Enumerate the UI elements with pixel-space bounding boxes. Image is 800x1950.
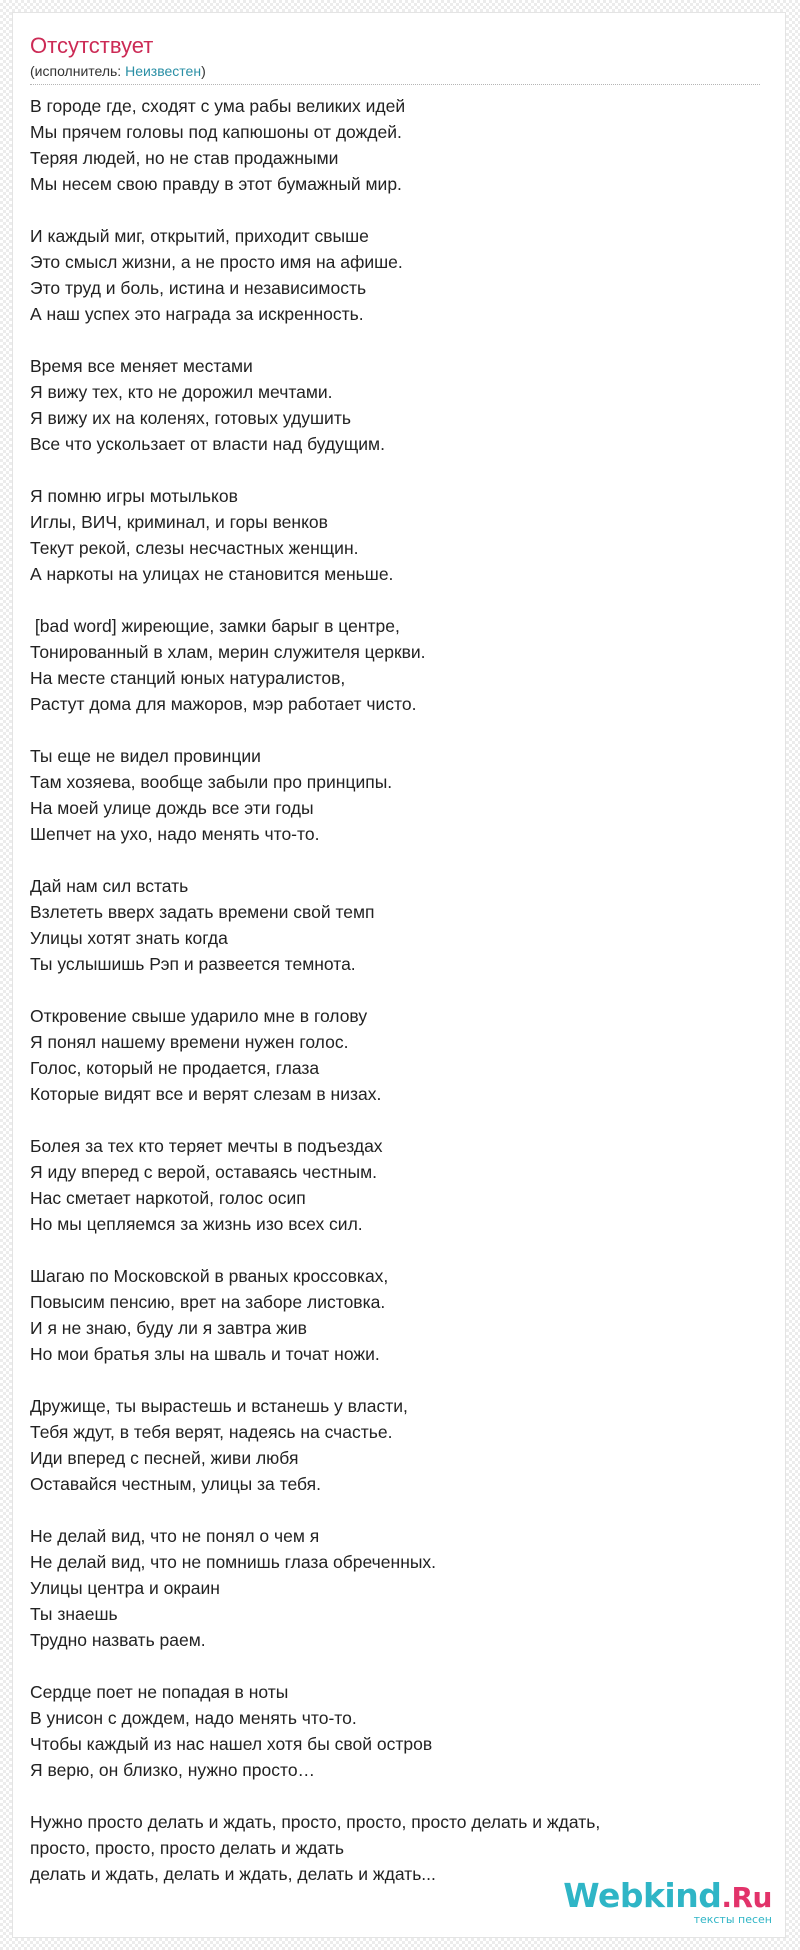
lyrics-line: Дай нам сил встать bbox=[30, 876, 189, 896]
lyrics-line: Шепчет на ухо, надо менять что-то. bbox=[30, 824, 320, 844]
lyrics-line: На моей улице дождь все эти годы bbox=[30, 798, 314, 818]
lyrics-line: Трудно назвать раем. bbox=[30, 1630, 206, 1650]
logo-main-text: Webkind bbox=[563, 1876, 722, 1915]
lyrics-line: Откровение свыше ударило мне в голову bbox=[30, 1006, 368, 1026]
lyrics-line: Мы прячем головы под капюшоны от дождей. bbox=[30, 122, 402, 142]
lyrics-line: Болея за тех кто теряет мечты в подъездах bbox=[30, 1136, 383, 1156]
lyrics-line: Теряя людей, но не став продажными bbox=[30, 148, 339, 168]
lyrics-line: Тебя ждут, в тебя верят, надеясь на счастье. bbox=[30, 1422, 393, 1442]
artist-suffix: ) bbox=[201, 63, 206, 79]
lyrics-line: Я вижу их на коленях, готовых удушить bbox=[30, 408, 351, 428]
lyrics-stanza bbox=[30, 93, 770, 197]
lyrics-line: Я помню игры мотыльков bbox=[30, 486, 238, 506]
artist-prefix: (исполнитель: bbox=[30, 63, 126, 79]
artist-line bbox=[30, 62, 760, 85]
lyrics-line: Улицы центра и окраин bbox=[30, 1578, 220, 1598]
lyrics-line: Не делай вид, что не помнишь глаза обреченных. bbox=[30, 1552, 437, 1572]
lyrics-line: Нужно просто делать и ждать, просто, просто, просто делать и ждать, bbox=[30, 1812, 601, 1832]
lyrics-line: Текут рекой, слезы несчастных женщин. bbox=[30, 538, 359, 558]
lyrics-line: делать и ждать, делать и ждать, делать и ждать... bbox=[30, 1864, 436, 1884]
lyrics-stanza bbox=[30, 1263, 770, 1367]
lyrics-line: Это труд и боль, истина и независимость bbox=[30, 278, 367, 298]
lyrics-line: Иглы, ВИЧ, криминал, и горы венков bbox=[30, 512, 328, 532]
lyrics-stanza bbox=[30, 1003, 770, 1107]
lyrics-line: И каждый миг, открытий, приходит свыше bbox=[30, 226, 369, 246]
lyrics-line: А наш успех это награда за искренность. bbox=[30, 304, 364, 324]
lyrics-line: Я верю, он близко, нужно просто… bbox=[30, 1760, 316, 1780]
lyrics-stanza bbox=[30, 1393, 770, 1497]
lyrics-stanza bbox=[30, 1679, 770, 1783]
lyrics-line: Шагаю по Московской в рваных кроссовках, bbox=[30, 1266, 389, 1286]
lyrics-line: Не делай вид, что не понял о чем я bbox=[30, 1526, 320, 1546]
lyrics-stanza bbox=[30, 483, 770, 587]
lyrics-line: Иди вперед с песней, живи любя bbox=[30, 1448, 299, 1468]
lyrics-line: На месте станций юных натуралистов, bbox=[30, 668, 346, 688]
lyrics-line: Это смысл жизни, а не просто имя на афише. bbox=[30, 252, 403, 272]
lyrics-line: Там хозяева, вообще забыли про принципы. bbox=[30, 772, 393, 792]
lyrics-stanza bbox=[30, 1523, 770, 1653]
lyrics-line: Ты еще не видел провинции bbox=[30, 746, 261, 766]
lyrics-line: Дружище, ты вырастешь и встанешь у власти, bbox=[30, 1396, 408, 1416]
lyrics-stanza bbox=[30, 873, 770, 977]
lyrics-line: Нас сметает наркотой, голос осип bbox=[30, 1188, 306, 1208]
logo-tld: .Ru bbox=[721, 1881, 772, 1914]
lyrics-line: Голос, который не продается, глаза bbox=[30, 1058, 320, 1078]
lyrics-line: Сердце поет не попадая в ноты bbox=[30, 1682, 289, 1702]
lyrics-line: Но мы цепляемся за жизнь изо всех сил. bbox=[30, 1214, 363, 1234]
lyrics-line: Чтобы каждый из нас нашел хотя бы свой остров bbox=[30, 1734, 433, 1754]
logo-tagline: тексты песен bbox=[693, 1913, 772, 1926]
lyrics-line: Я иду вперед с верой, оставаясь честным. bbox=[30, 1162, 377, 1182]
lyrics-line: Тонированный в хлам, мерин служителя церкви. bbox=[30, 642, 426, 662]
lyrics-body bbox=[30, 93, 770, 1913]
lyrics-line: И я не знаю, буду ли я завтра жив bbox=[30, 1318, 307, 1338]
lyrics-line: просто, просто, просто делать и ждать bbox=[30, 1838, 344, 1858]
lyrics-line: Улицы хотят знать когда bbox=[30, 928, 228, 948]
lyrics-line: Повысим пенсию, врет на заборе листовка. bbox=[30, 1292, 386, 1312]
lyrics-stanza bbox=[30, 353, 770, 457]
lyrics-line: А наркоты на улицах не становится меньше. bbox=[30, 564, 394, 584]
lyrics-line: В городе где, сходят с ума рабы великих идей bbox=[30, 96, 406, 116]
lyrics-line: Я понял нашему времени нужен голос. bbox=[30, 1032, 349, 1052]
lyrics-stanza bbox=[30, 1133, 770, 1237]
lyrics-stanza bbox=[30, 223, 770, 327]
lyrics-line: Время все меняет местами bbox=[30, 356, 253, 376]
song-title: Отсутствует bbox=[30, 33, 154, 58]
lyrics-line: Ты услышишь Рэп и развеется темнота. bbox=[30, 954, 356, 974]
lyrics-line: Но мои братья злы на шваль и точат ножи. bbox=[30, 1344, 380, 1364]
lyrics-line: Ты знаешь bbox=[30, 1604, 118, 1624]
logo-wordmark bbox=[563, 1878, 772, 1916]
lyrics-line: Мы несем свою правду в этот бумажный мир. bbox=[30, 174, 402, 194]
site-logo[interactable] bbox=[563, 1878, 772, 1926]
lyrics-stanza bbox=[30, 613, 770, 717]
lyrics-line: [bad word] жиреющие, замки барыг в центре, bbox=[30, 616, 400, 636]
lyrics-line: Оставайся честным, улицы за тебя. bbox=[30, 1474, 321, 1494]
lyrics-line: Все что ускользает от власти над будущим. bbox=[30, 434, 385, 454]
artist-link[interactable]: Неизвестен bbox=[125, 63, 202, 79]
lyrics-line: Растут дома для мажоров, мэр работает чисто. bbox=[30, 694, 417, 714]
lyrics-stanza bbox=[30, 743, 770, 847]
lyrics-line: Взлететь вверх задать времени свой темп bbox=[30, 902, 375, 922]
song-header bbox=[30, 32, 760, 85]
lyrics-line: В унисон с дождем, надо менять что-то. bbox=[30, 1708, 357, 1728]
lyrics-line: Я вижу тех, кто не дорожил мечтами. bbox=[30, 382, 333, 402]
lyrics-line: Которые видят все и верят слезам в низах. bbox=[30, 1084, 382, 1104]
